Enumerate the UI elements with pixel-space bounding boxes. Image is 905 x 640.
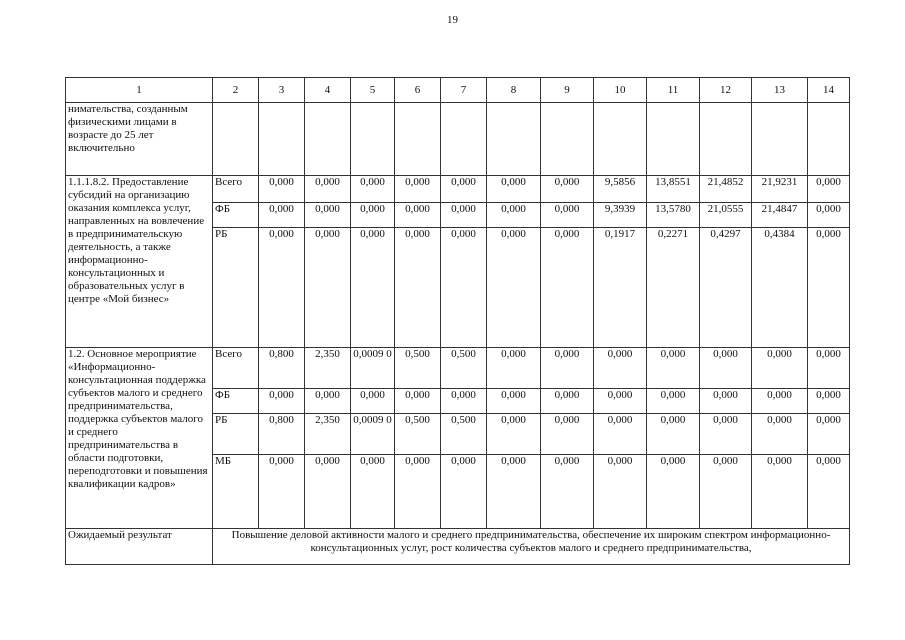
value-cell: 0,000 <box>351 455 395 529</box>
value-cell: 0,000 <box>259 176 305 203</box>
value-cell: 0,000 <box>647 455 700 529</box>
value-cell: 0,000 <box>487 203 541 228</box>
value-cell: 0,000 <box>808 203 850 228</box>
expected-result-label: Ожидаемый результат <box>66 529 213 565</box>
value-cell: 0,000 <box>351 176 395 203</box>
column-number-cell: 12 <box>700 78 752 103</box>
value-cell: 0,0009 0 <box>351 348 395 389</box>
measure-description: 1.2. Основное мероприятие «Информационно-консультационная поддержка субъектов малого и среднего предпринимательства, поддержка субъектов малого и среднего предпринимательства в области подготовки, переподготовки и повышения квалификации кадров» <box>66 348 213 529</box>
empty-cell <box>259 103 305 176</box>
program-budget-table <box>65 77 850 565</box>
value-cell: 0,000 <box>305 203 351 228</box>
funding-source-label: ФБ <box>213 389 259 414</box>
value-cell: 0,000 <box>541 414 594 455</box>
value-cell: 0,000 <box>594 414 647 455</box>
value-cell: 0,000 <box>351 203 395 228</box>
value-cell: 0,000 <box>700 414 752 455</box>
empty-cell <box>541 103 594 176</box>
value-cell: 0,000 <box>808 414 850 455</box>
empty-cell <box>808 103 850 176</box>
value-cell: 0,4297 <box>700 228 752 348</box>
value-cell: 0,000 <box>305 455 351 529</box>
column-number-cell: 9 <box>541 78 594 103</box>
column-number-cell: 5 <box>351 78 395 103</box>
value-cell: 0,000 <box>487 348 541 389</box>
measure-description: 1.1.1.8.2. Предоставление субсидий на организацию оказания комплекса услуг, направленных на вовлечение в предпринимательскую деятельность, а также информационно-консультационных и образовательных услуг в центре «Мой бизнес» <box>66 176 213 348</box>
expected-result-text: Повышение деловой активности малого и среднего предпринимательства, обеспечение их широким спектром информационно-консультационных услуг, рост количества субъектов малого и среднего предпринимательства, <box>213 529 850 565</box>
column-number-cell: 6 <box>395 78 441 103</box>
empty-cell <box>594 103 647 176</box>
empty-cell <box>213 103 259 176</box>
empty-cell <box>395 103 441 176</box>
value-cell: 0,000 <box>541 389 594 414</box>
table-body <box>66 78 850 565</box>
value-cell: 0,000 <box>808 176 850 203</box>
value-cell: 0,000 <box>395 455 441 529</box>
value-cell: 13,5780 <box>647 203 700 228</box>
column-number-cell: 3 <box>259 78 305 103</box>
value-cell: 0,000 <box>305 389 351 414</box>
value-cell: 0,000 <box>395 176 441 203</box>
value-cell: 2,350 <box>305 348 351 389</box>
value-cell: 0,000 <box>395 203 441 228</box>
value-cell: 0,000 <box>441 228 487 348</box>
value-cell: 21,4847 <box>752 203 808 228</box>
value-cell: 0,000 <box>541 348 594 389</box>
value-cell: 0,000 <box>305 176 351 203</box>
value-cell: 0,000 <box>541 203 594 228</box>
value-cell: 0,4384 <box>752 228 808 348</box>
value-cell: 0,000 <box>541 455 594 529</box>
funding-source-label: ФБ <box>213 203 259 228</box>
table-row <box>66 176 850 203</box>
table-row <box>66 348 850 389</box>
value-cell: 0,000 <box>700 348 752 389</box>
value-cell: 0,000 <box>594 455 647 529</box>
value-cell: 0,000 <box>752 348 808 389</box>
value-cell: 0,1917 <box>594 228 647 348</box>
value-cell: 0,000 <box>808 348 850 389</box>
value-cell: 21,0555 <box>700 203 752 228</box>
page-number: 19 <box>447 14 458 26</box>
value-cell: 21,4852 <box>700 176 752 203</box>
value-cell: 0,000 <box>351 228 395 348</box>
value-cell: 21,9231 <box>752 176 808 203</box>
empty-cell <box>700 103 752 176</box>
value-cell: 0,500 <box>441 348 487 389</box>
value-cell: 9,5856 <box>594 176 647 203</box>
column-number-cell: 7 <box>441 78 487 103</box>
value-cell: 0,000 <box>305 228 351 348</box>
value-cell: 0,000 <box>487 414 541 455</box>
value-cell: 0,000 <box>487 176 541 203</box>
value-cell: 0,000 <box>487 228 541 348</box>
empty-cell <box>647 103 700 176</box>
value-cell: 0,000 <box>808 455 850 529</box>
continuation-row <box>66 103 850 176</box>
value-cell: 9,3939 <box>594 203 647 228</box>
empty-cell <box>305 103 351 176</box>
funding-source-label: Всего <box>213 176 259 203</box>
value-cell: 0,500 <box>395 414 441 455</box>
value-cell: 0,000 <box>395 389 441 414</box>
value-cell: 0,000 <box>700 455 752 529</box>
value-cell: 0,000 <box>441 455 487 529</box>
column-number-cell: 4 <box>305 78 351 103</box>
value-cell: 0,000 <box>647 348 700 389</box>
value-cell: 0,000 <box>441 203 487 228</box>
funding-source-label: МБ <box>213 455 259 529</box>
value-cell: 0,800 <box>259 348 305 389</box>
value-cell: 0,000 <box>808 389 850 414</box>
value-cell: 0,000 <box>541 228 594 348</box>
continuation-description: нимательства, созданным физическими лицами в возрасте до 25 лет включительно <box>66 103 213 176</box>
value-cell: 0,000 <box>647 389 700 414</box>
value-cell: 0,000 <box>259 228 305 348</box>
value-cell: 0,000 <box>487 389 541 414</box>
empty-cell <box>752 103 808 176</box>
funding-source-label: РБ <box>213 414 259 455</box>
column-number-cell: 2 <box>213 78 259 103</box>
funding-source-label: Всего <box>213 348 259 389</box>
column-number-cell: 13 <box>752 78 808 103</box>
value-cell: 0,000 <box>351 389 395 414</box>
value-cell: 0,000 <box>808 228 850 348</box>
value-cell: 0,2271 <box>647 228 700 348</box>
value-cell: 0,500 <box>395 348 441 389</box>
value-cell: 0,000 <box>752 414 808 455</box>
value-cell: 0,000 <box>541 176 594 203</box>
value-cell: 0,000 <box>441 389 487 414</box>
column-number-cell: 11 <box>647 78 700 103</box>
empty-cell <box>487 103 541 176</box>
value-cell: 0,000 <box>700 389 752 414</box>
column-number-cell: 10 <box>594 78 647 103</box>
column-number-cell: 14 <box>808 78 850 103</box>
expected-result-row <box>66 529 850 565</box>
value-cell: 0,000 <box>259 389 305 414</box>
column-number-cell: 8 <box>487 78 541 103</box>
value-cell: 0,000 <box>441 176 487 203</box>
value-cell: 0,000 <box>487 455 541 529</box>
value-cell: 0,0009 0 <box>351 414 395 455</box>
value-cell: 0,000 <box>594 348 647 389</box>
value-cell: 0,000 <box>395 228 441 348</box>
value-cell: 2,350 <box>305 414 351 455</box>
value-cell: 0,000 <box>752 455 808 529</box>
funding-source-label: РБ <box>213 228 259 348</box>
value-cell: 13,8551 <box>647 176 700 203</box>
value-cell: 0,000 <box>594 389 647 414</box>
value-cell: 0,000 <box>752 389 808 414</box>
empty-cell <box>351 103 395 176</box>
column-number-cell: 1 <box>66 78 213 103</box>
value-cell: 0,500 <box>441 414 487 455</box>
empty-cell <box>441 103 487 176</box>
value-cell: 0,800 <box>259 414 305 455</box>
value-cell: 0,000 <box>259 455 305 529</box>
value-cell: 0,000 <box>647 414 700 455</box>
column-number-row <box>66 78 850 103</box>
value-cell: 0,000 <box>259 203 305 228</box>
